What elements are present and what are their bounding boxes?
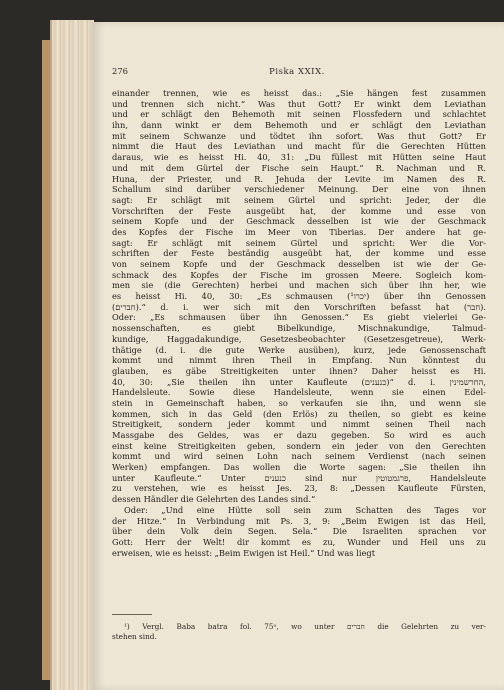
- text-line: glauben, es gäbe Streitigkeiten unter ihnen? Daher heisst es Hi.: [112, 365, 486, 376]
- text-line: kommt und wird seinen Lohn nach seinem Verdienst (nach seinen: [112, 451, 486, 462]
- text-line: sagt: Er schlägt mit seinem Gürtel und spricht: Jeder, der die: [112, 194, 486, 205]
- text-line: nossenschaften, es giebt Bibelkundige, Mischnakundige, Talmud-: [112, 323, 486, 334]
- footnote-line: stehen sind.: [112, 632, 157, 641]
- text-line: über dein Volk dein Segen. Sela.“ Die Israeliten sprachen vor: [112, 526, 486, 537]
- text-line: 40, 30: „Sie theilen ihn unter Kaufleute (כנענים)“ d. i. החרשמינין,: [112, 376, 486, 387]
- text-line: men sie (die Gerechten) herbei und machen sich über ihn her, wie: [112, 280, 486, 291]
- text-line: Massgabe des Geldes, was er dazu gegeben. So wird es auch: [112, 430, 486, 440]
- text-line: schmack des Kopfes der Fische im grossen Meere. Sogleich kom-: [112, 269, 486, 280]
- text-line: und mit dem Gürtel der Fische sein Haupt.“ R. Nachman und R.: [112, 162, 486, 173]
- text-line: daraus, wie es heisst Hi. 40, 31: „Du füllest mit Hütten seine Haut: [112, 152, 486, 163]
- text-line: Huna, der Priester, und R. Jehuda der Levite im Namen des R.: [112, 173, 486, 184]
- text-line: mit seinem Schwanze und tödtet ihn sofort. Was thut Gott? Er: [112, 130, 486, 141]
- text-line: unter Kaufleute.“ Unter כנענים sind nur פרגמטוטין, Handelsleute: [112, 472, 486, 483]
- book-page: [92, 22, 504, 690]
- text-line: (חברים).“ d. i. wer sich mit den Vorschriften befasst hat (חבר).: [112, 301, 486, 312]
- text-line: kommt und nimmt ihren Theil in Empfang. Nun könntest du: [112, 355, 486, 366]
- text-line: einander trennen, wie es heisst das.: „Sie hängen fest zusammen: [112, 88, 486, 98]
- text-line: kommen, sich in das Geld (den Erlös) zu theilen, so giebt es keine: [112, 408, 486, 419]
- text-line: und er schlägt den Behemoth mit seinen Flossfedern und schlachtet: [112, 109, 486, 120]
- text-line: Oder: „Und eine Hütte soll sein zum Schatten des Tages vor: [124, 504, 486, 515]
- text-line: Vorschriften der Feste ausgeübt hat, der komme und esse von: [112, 205, 486, 216]
- text-line: einst keine Streitigkeiten geben, sondern ein jeder von den Gerechten: [112, 440, 486, 451]
- text-line: und trennen sich nicht.“ Was thut Gott? Er winkt dem Leviathan: [112, 98, 486, 109]
- text-line: Oder: „Es schmausen über ihn Genossen.“ Es giebt vielerlei Ge-: [112, 312, 486, 323]
- text-line: Gott: Herr der Welt! dir kommt es zu, Wunder und Heil uns zu: [112, 536, 486, 547]
- running-title: Piska XXIX.: [269, 66, 325, 76]
- book-spine-pages: [50, 20, 94, 690]
- body-text: [112, 88, 486, 558]
- page-number: 276: [112, 66, 128, 76]
- text-line: seinem Kopfe und der Geschmack desselben ist wie der Geschmack: [112, 216, 486, 227]
- text-line: des Kopfes der Fische im Meer von Tiberias. Der andere hat ge-: [112, 226, 486, 237]
- text-line: erweisen, wie es heisst: „Beim Ewigen ist Heil.“ Und was liegt: [112, 547, 376, 558]
- text-line: thätige (d. i. die gute Werke ausüben), kurz, jede Genossenschaft: [112, 344, 486, 355]
- text-line: zu verstehen, wie es heisst Jes. 23, 8: „Dessen Kaufleute Fürsten,: [112, 483, 486, 494]
- text-line: Streitigkeit, sondern jeder kommt und nimmt seinen Theil nach: [112, 419, 486, 430]
- footnote-line: ¹) Vergl. Baba batra fol. 75ᵃ, wo unter חברים die Gelehrten zu ver-: [124, 622, 486, 631]
- text-line: sagt: Er schlägt mit seinem Gürtel und spricht: Wer die Vor-: [112, 237, 486, 248]
- text-line: dessen Händler die Gelehrten des Landes sind.“: [112, 494, 316, 505]
- text-line: schriften der Feste beständig ausgeübt hat, der komme und esse: [112, 248, 486, 259]
- text-line: es heisst Hi. 40, 30: „Es schmausen (יכרו¹) über ihn Genossen: [112, 291, 486, 302]
- text-line: kundige, Haggadakundige, Gesetzesbeobachter (Gesetzesgetreue), Werk-: [112, 333, 486, 344]
- text-line: von seinem Kopfe und der Geschmack desselben ist wie der Ge-: [112, 259, 486, 269]
- text-line: ihn, dann winkt er dem Behemoth und er schlägt den Leviathan: [112, 120, 486, 131]
- text-line: nimmt die Haut des Leviathan und macht für die Gerechten Hütten: [112, 141, 486, 152]
- text-line: der Hitze.“ In Verbindung mit Ps. 3, 9: „Beim Ewigen ist das Heil,: [112, 515, 486, 526]
- footnote: [112, 622, 486, 642]
- text-line: Werken) empfangen. Das wollen die Worte sagen: „Sie theilen ihn: [112, 462, 486, 473]
- text-line: Schallum sind darüber verschiedener Meinung. Der eine von ihnen: [112, 184, 486, 195]
- text-line: Handelsleute. Sowie diese Handelsleute, wenn sie einen Edel-: [112, 387, 486, 398]
- text-line: stein in Gemeinschaft haben, so verkaufen sie ihn, und wenn sie: [112, 397, 486, 408]
- footnote-rule: [112, 614, 152, 615]
